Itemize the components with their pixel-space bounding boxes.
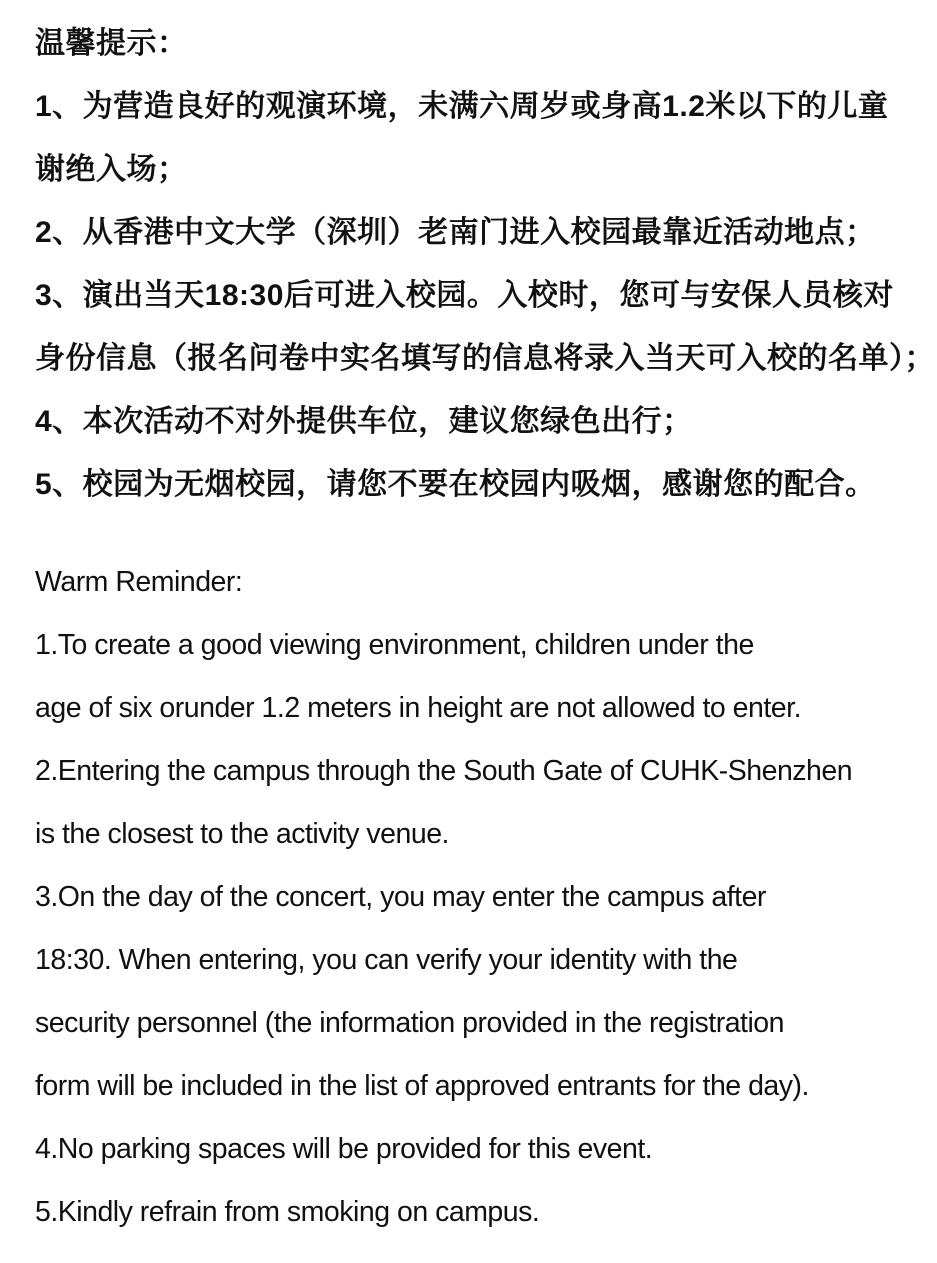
cn-notice-line: 2、从香港中文大学（深圳）老南门进入校园最靠近活动地点； <box>35 216 876 249</box>
en-notice-line: 1.To create a good viewing environment, children under the <box>35 629 754 661</box>
en-notice-line: 5.Kindly refrain from smoking on campus. <box>35 1196 540 1228</box>
en-notice-title: Warm Reminder: <box>35 566 243 598</box>
chinese-notice-section <box>35 12 935 516</box>
en-notice-line: 4.No parking spaces will be provided for this event. <box>35 1133 653 1165</box>
en-notice-line: form will be included in the list of approved entrants for the day). <box>35 1070 809 1102</box>
en-notice-line: security personnel (the information provided in the registration <box>35 1007 784 1039</box>
cn-notice-line: 身份信息（报名问卷中实名填写的信息将录入当天可入校的名单）； <box>35 342 935 375</box>
cn-notice-title: 温馨提示： <box>35 27 188 60</box>
english-notice-section <box>35 551 921 1244</box>
en-notice-line: 2.Entering the campus through the South Gate of CUHK-Shenzhen <box>35 755 853 787</box>
en-notice-line: age of six orunder 1.2 meters in height are not allowed to enter. <box>35 692 801 724</box>
cn-notice-line: 谢绝入场； <box>35 153 188 186</box>
cn-notice-line: 1、为营造良好的观演环境，未满六周岁或身高1.2米以下的儿童 <box>35 90 889 123</box>
cn-notice-line: 5、校园为无烟校园，请您不要在校园内吸烟，感谢您的配合。 <box>35 468 876 501</box>
en-notice-line: 18:30. When entering, you can verify your identity with the <box>35 944 738 976</box>
en-notice-line: is the closest to the activity venue. <box>35 818 449 850</box>
cn-notice-line: 3、演出当天18:30后可进入校园。入校时，您可与安保人员核对 <box>35 279 894 312</box>
cn-notice-line: 4、本次活动不对外提供车位，建议您绿色出行； <box>35 405 693 438</box>
en-notice-line: 3.On the day of the concert, you may enter the campus after <box>35 881 766 913</box>
